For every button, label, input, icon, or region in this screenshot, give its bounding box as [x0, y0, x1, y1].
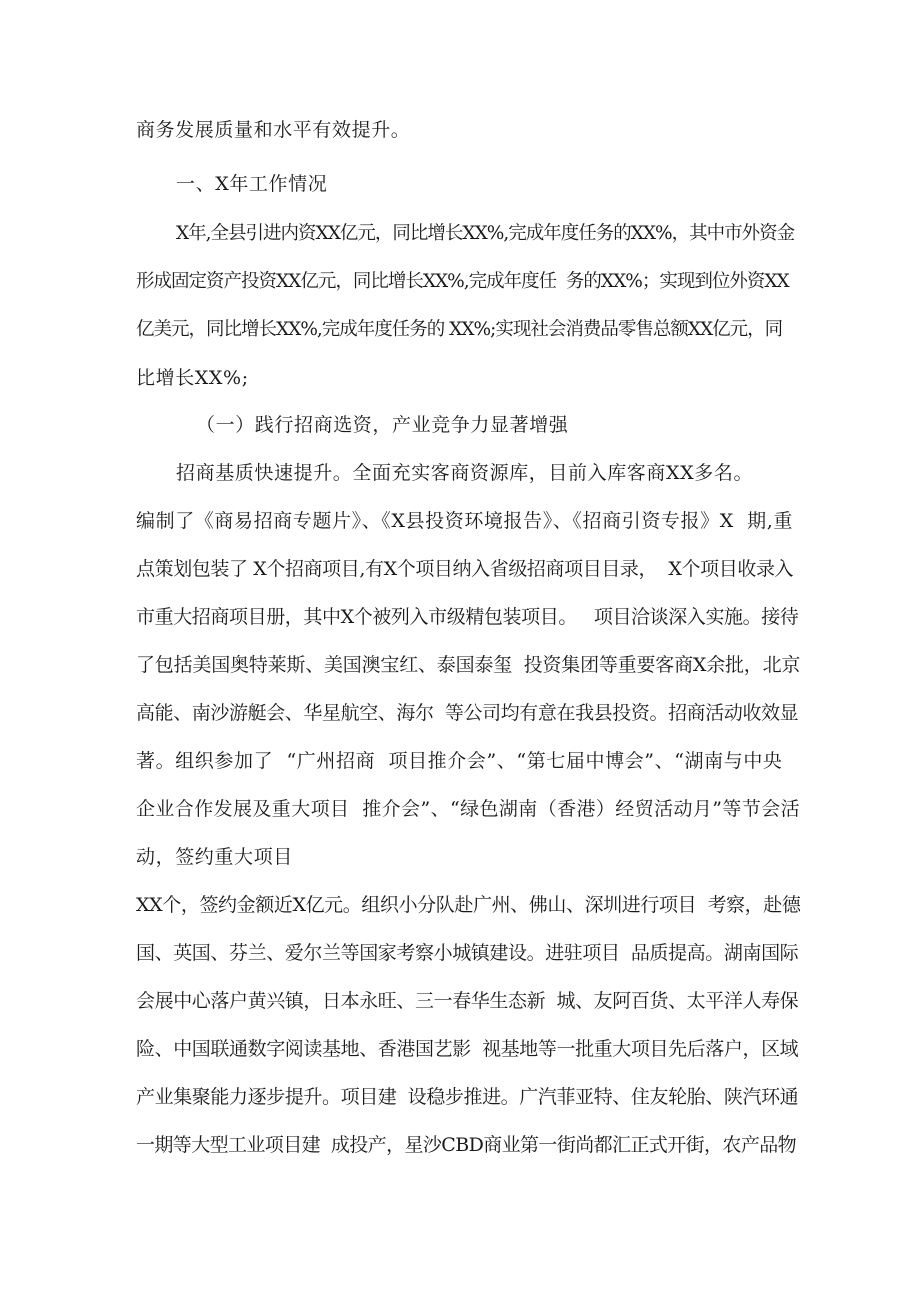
body-line: 产业集聚能力逐步提升。项目建 设稳步推进。广汽菲亚特、住友轮胎、陕汽环通	[136, 1086, 799, 1108]
body-line: 高能、南沙游艇会、华星航空、海尔 等公司均有意在我县投资。招商活动收效显	[136, 702, 799, 724]
body-line: 著。组织参加了 “广州招商 项目推介会”、“第七届中博会”、“湖南与中央	[136, 750, 783, 772]
body-line: 了包括美国奥特莱斯、美国澳宝红、泰国泰玺 投资集团等重要客商X余批，北京	[136, 654, 801, 676]
body-line: X年,全县引进内资XX亿元，同比增长XX%,完成年度任务的XX%，其中市外资金	[176, 223, 795, 244]
body-line: 会展中心落户黄兴镇，日本永旺、三一春华生态新 城、友阿百货、太平洋人寿保	[136, 990, 799, 1012]
body-line: 险、中国联通数字阅读基地、香港国艺影 视基地等一批重大项目先后落户，区域	[136, 1038, 799, 1060]
body-line: 形成固定资产投资XX亿元，同比增长XX%,完成年度任 务的XX%；实现到位外资XX	[136, 271, 789, 292]
body-line: 动，签约重大项目	[136, 846, 293, 868]
body-line: 企业合作发展及重大项目 推介会”、“绿色湖南（香港）经贸活动月”等节会活	[136, 798, 801, 820]
body-line: 点策划包装了 X个招商项目,有X个项目纳入省级招商项目目录， X个项目收录入	[136, 558, 794, 580]
body-line: 亿美元，同比增长XX%,完成年度任务的 XX%;实现社会消费品零售总额XX亿元，同	[136, 319, 783, 340]
section-heading: 一、X年工作情况	[176, 173, 328, 195]
subsection-heading: （一）践行招商选资，产业竞争力显著增强	[196, 414, 569, 436]
body-line: XX个，签约金额近X亿元。组织小分队赴广州、佛山、深圳进行项目 考察，赴德	[136, 894, 801, 916]
body-line: 一期等大型工业项目建 成投产，星沙CBD商业第一街尚都汇正式开街，农产品物	[136, 1134, 797, 1156]
body-line: 编制了《商易招商专题片》、《X县投资环境报告》、《招商引资专报》X 期,重	[136, 510, 793, 532]
body-line: 招商基质快速提升。全面充实客商资源库，目前入库客商XX多名。	[176, 462, 754, 484]
body-line: 国、英国、芬兰、爱尔兰等国家考察小城镇建设。进驻项目 品质提高。湖南国际	[136, 942, 799, 964]
body-line: 市重大招商项目册，其中X个被列入市级精包装项目。 项目洽谈深入实施。接待	[136, 606, 799, 628]
body-line: 比增长XX%;	[136, 367, 249, 389]
body-line: 商务发展质量和水平有效提升。	[136, 119, 411, 141]
